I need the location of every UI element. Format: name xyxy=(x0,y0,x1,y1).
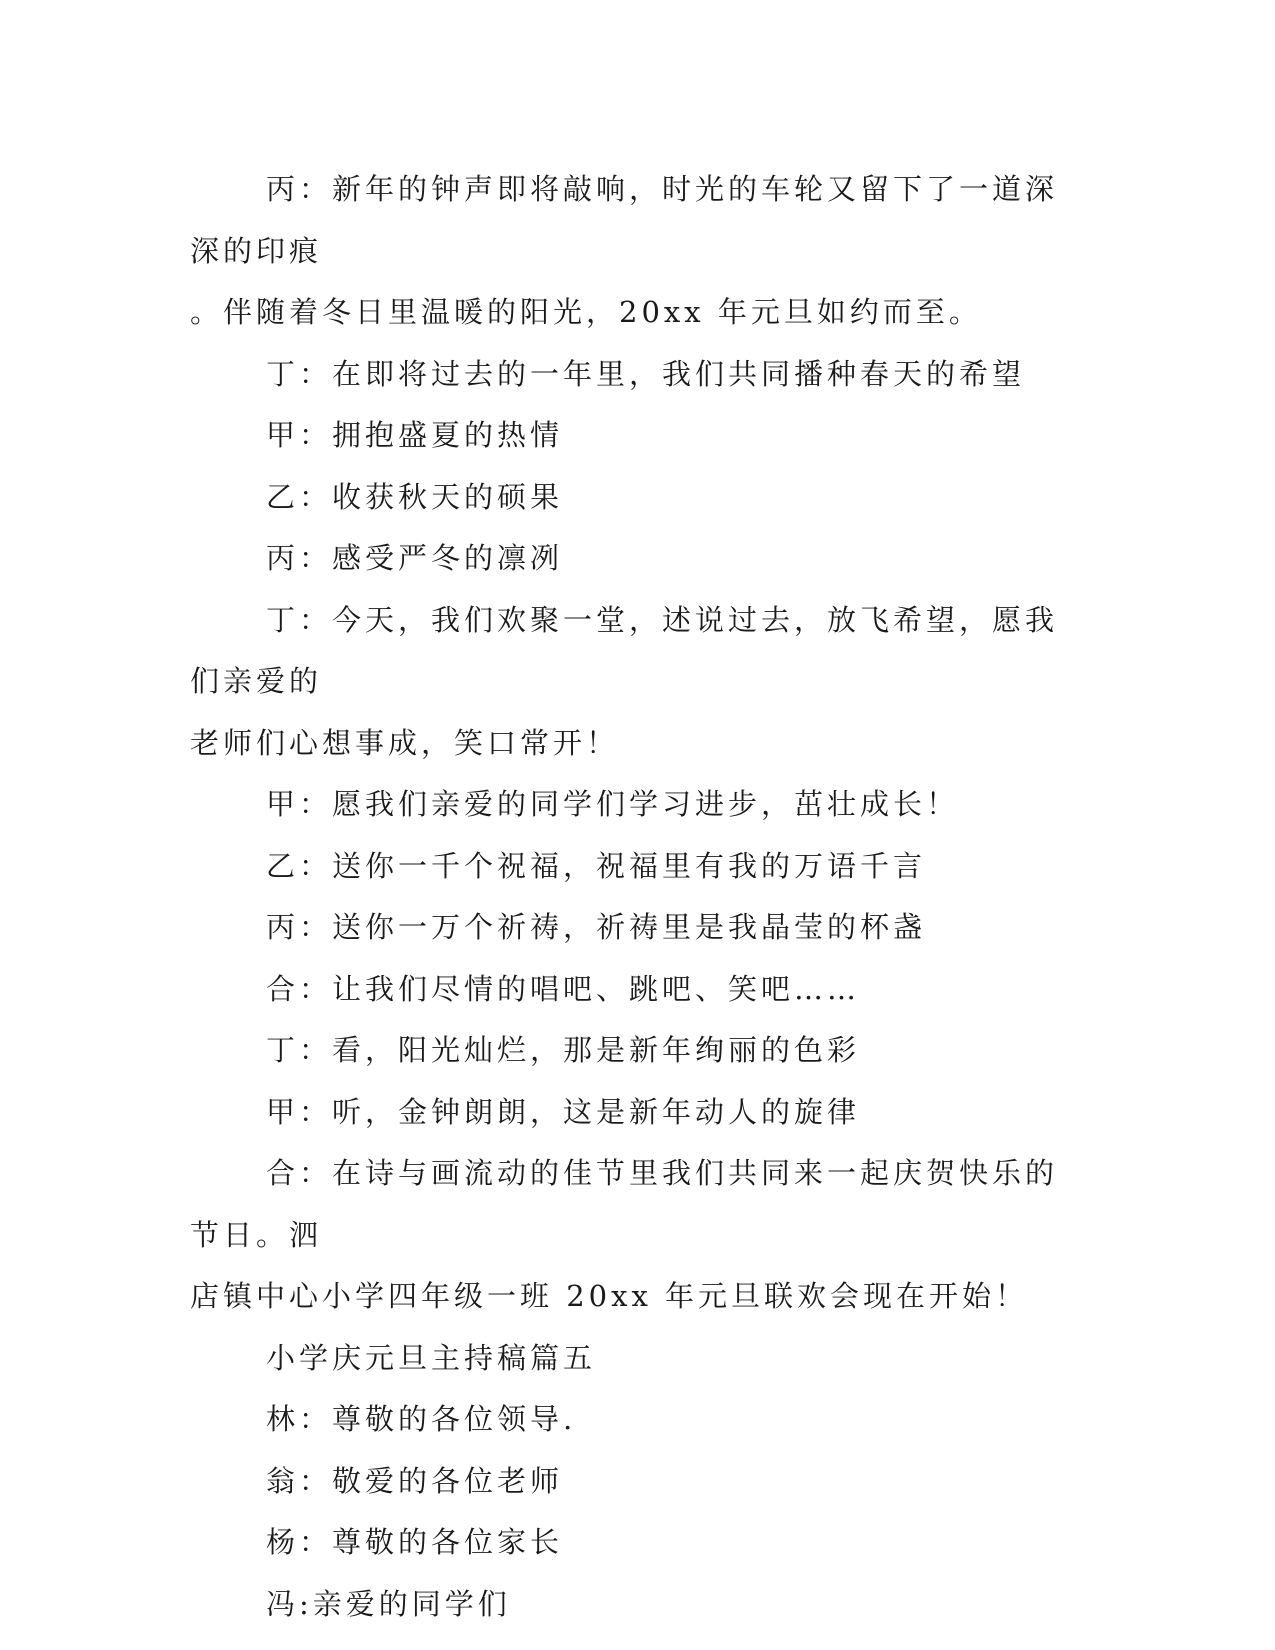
paragraph-line: 丙：送你一万个祈祷，祈祷里是我晶莹的杯盏 xyxy=(266,910,927,944)
paragraph-line: 小学庆元旦主持稿篇五 xyxy=(266,1340,597,1375)
paragraph-line: 甲：愿我们亲爱的同学们学习进步，茁壮成长！ xyxy=(266,787,960,821)
paragraph-line: 店镇中心小学四年级一班 20xx 年元旦联欢会现在开始！ xyxy=(190,1279,1029,1313)
section-heading xyxy=(190,1328,1090,1390)
paragraph-line: 丁：在即将过去的一年里，我们共同播种春天的希望 xyxy=(266,356,1026,391)
paragraph-line: 甲：听，金钟朗朗，这是新年动人的旋律 xyxy=(266,1094,861,1129)
paragraph-ding-sunshine xyxy=(190,1020,1090,1082)
paragraph-weng xyxy=(190,1451,1090,1513)
paragraph-jia-students xyxy=(190,774,1090,836)
paragraph-bing-prayers xyxy=(190,897,1090,959)
paragraph-line: 丙：感受严冬的凛冽 xyxy=(266,541,564,575)
paragraph-jia-bell xyxy=(190,1082,1090,1144)
paragraph-line: 甲：拥抱盛夏的热情 xyxy=(266,418,564,452)
paragraph-line: 乙：送你一千个祝福，祝福里有我的万语千言 xyxy=(266,848,927,883)
paragraph-line: 乙：收获秋天的硕果 xyxy=(266,479,564,514)
paragraph-line: 丙：新年的钟声即将敲响，时光的车轮又留下了一道深深的印痕 xyxy=(190,172,1059,268)
paragraph-line: 。伴随着冬日里温暖的阳光，20xx 年元旦如约而至。 xyxy=(190,295,982,329)
paragraph-line: 冯:亲爱的同学们 xyxy=(266,1586,511,1621)
paragraph-line: 合：在诗与画流动的佳节里我们共同来一起庆贺快乐的节日。泗 xyxy=(190,1156,1059,1252)
paragraph-bing-winter xyxy=(190,528,1090,590)
paragraph-line: 林：尊敬的各位领导. xyxy=(266,1402,577,1436)
paragraph-yi-blessings xyxy=(190,836,1090,898)
paragraph-he-start xyxy=(190,1143,1090,1328)
paragraph-line: 老师们心想事成，笑口常开！ xyxy=(190,725,620,760)
paragraph-feng xyxy=(190,1574,1090,1636)
paragraph-line: 合：让我们尽情的唱吧、跳吧、笑吧…… xyxy=(266,971,861,1006)
paragraph-ding-spring xyxy=(190,344,1090,406)
paragraph-yang xyxy=(190,1512,1090,1574)
paragraph-yi-autumn xyxy=(190,467,1090,529)
paragraph-lin xyxy=(190,1389,1090,1451)
paragraph-bing-opening xyxy=(190,159,1090,344)
paragraph-line: 丁：看，阳光灿烂，那是新年绚丽的色彩 xyxy=(266,1033,861,1067)
paragraph-ding-today xyxy=(190,590,1090,775)
paragraph-line: 翁：敬爱的各位老师 xyxy=(266,1463,564,1498)
paragraph-line: 杨：尊敬的各位家长 xyxy=(266,1525,564,1559)
paragraph-jia-summer xyxy=(190,405,1090,467)
paragraph-line: 丁：今天，我们欢聚一堂，述说过去，放飞希望，愿我们亲爱的 xyxy=(190,602,1059,698)
paragraph-he-sing xyxy=(190,959,1090,1021)
document-body xyxy=(190,159,1090,1635)
